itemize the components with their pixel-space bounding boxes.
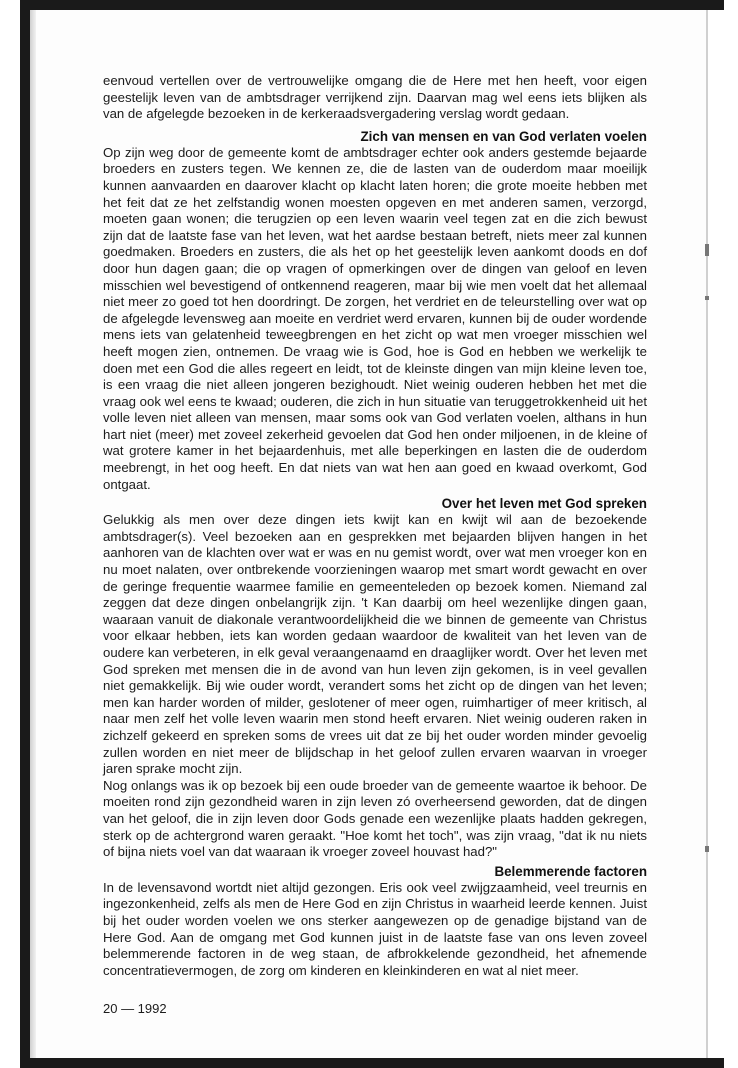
body-paragraph: Gelukkig als men over deze dingen iets kwijt kan en kwijt wil aan de bezoekende ambtsdrager(s). Veel bezoeken aan en gesprekken met bejaarden blijven hangen in het aanhoren van de klachten over wat er was en nu gemist wordt, over wat men vroeger kon en nu moet nalaten, over ontbrekende voorzieningen waarop met smart wordt gewacht en over de geringe frequentie waarmee familie en gemeenteleden op bezoek komen. Niemand zal zeggen dat deze dingen onbelangrijk zijn. 't Kan daarbij om heel wezenlijke dingen gaan, waaraan vanuit de diakonale verantwoordelijkheid die we binnen de gemeente van Christus voor elkaar hebben, iets kan worden gedaan waardoor de kwaliteit van het leven van de oudere kan verbeteren, in elk geval veraangenaamd en draaglijker wordt. Over het leven met God spreken met mensen die in de avond van hun leven zijn gekomen, is in veel gevallen niet gemakkelijk. Bij wie ouder wordt, verandert soms het zicht op de dingen van het leven; men kan harder worden of milder, geslotener of meer ogen, ruimhartiger of meer kritisch, al naar men zelf het volle leven waarin men stond heeft ervaren. Niet weinig ouderen raken in zichzelf gekeerd en spreken soms de vrees uit dat ze bij het ouder worden minder gevoelig zullen worden en niet meer de blijdschap in het geloof zullen ervaren waarvan in vroeger jaren sprake mocht zijn.	[103, 512, 647, 777]
scan-mark	[705, 296, 709, 300]
body-paragraph: Op zijn weg door de gemeente komt de ambtsdrager echter ook anders gestemde bejaarde broeders en zusters tegen. We kennen ze, die de lasten van de ouderdom maar moeilijk kunnen aanvaarden en daarover klacht op klacht laten horen; die grote moeite hebben met het feit dat ze het zelfstandig wonen moesten opgeven en met anderen samen, verzorgd, moeten gaan wonen; die terugzien op een leven waarin veel tegen zat en die zich bewust zijn dat de laatste fase van het leven, wat het aardse bestaan betreft, niets meer zal kunnen goedmaken. Broeders en zusters, die als het op het geestelijk leven aankomt doods en dof door hun dagen gaan; die op vragen of opmerkingen over de dingen van geloof en leven misschien wel bevestigend of ontkennend reageren, maar bij wie men voelt dat het allemaal niet meer zo goed tot hen doordringt. De zorgen, het verdriet en de teleurstelling over wat op de afgelegde levensweg aan moeite en verdriet werd ervaren, kunnen bij de ouder wordende mens iets van gelatenheid teweegbrengen en het zicht op wat men vroeger misschien wel heeft mogen zien, ontnemen. De vraag wie is God, hoe is God en hebben we werkelijk te doen met een God die alles regeert en leidt, tot de kleinste dingen van mijn kleine leven toe, is een vraag die niet alleen jongeren bezighoudt. Niet weinig ouderen hebben het met die vraag ook wel eens te kwaad; ouderen, die zich in hun situatie van teruggetrokkenheid uit het volle leven niet alleen van mensen, maar soms ook van God verlaten voelen, althans in hun hart niet (meer) met zoveel zekerheid gevoelen dat God hen onder miljoenen, in de kleine of wat grotere kamer in het bejaardenhuis, met alle beperkingen en lasten die de ouderdom meebrengt, in het oog heeft. En dat niets van wat hen aan goed en kwaad overkomt, God ontgaat.	[103, 144, 647, 492]
scan-mark	[705, 244, 709, 256]
scan-mark	[705, 846, 709, 852]
scan-right-edge	[706, 10, 708, 1060]
article-body	[103, 73, 647, 979]
scan-left-border	[20, 10, 36, 1060]
scan-bottom-border	[20, 1058, 724, 1068]
section-heading: Zich van mensen en van God verlaten voelen	[360, 128, 647, 144]
body-paragraph: Nog onlangs was ik op bezoek bij een oude broeder van de gemeente waartoe ik behoor. De moeiten rond zijn gezondheid waren in zijn leven zó overheersend geworden, dat de dingen van het geloof, die in zijn leven door Gods genade een wezenlijke plaats hadden gekregen, sterk op de achtergrond waren geraakt. "Hoe komt het toch", was zijn vraag, "dat ik nu niets of bijna niets voel van dat waaraan ik vroeger zoveel houvast had?"	[103, 777, 647, 860]
page-footer: 20 — 1992	[103, 1001, 167, 1016]
section-heading: Belemmerende factoren	[494, 863, 647, 879]
section-heading: Over het leven met God spreken	[441, 496, 647, 512]
scan-top-border	[20, 0, 724, 10]
intro-paragraph: eenvoud vertellen over de vertrouwelijke omgang die de Here met hen heeft, voor eigen geestelijk leven van de ambtsdrager verrijkend zijn. Daarvan mag wel eens iets blijken als van de afgelegde bezoeken in de kerkeraadsvergadering verslag wordt gedaan.	[103, 73, 647, 122]
body-paragraph: In de levensavond wortdt niet altijd gezongen. Eris ook veel zwijgzaamheid, veel treurnis en ingezonkenheid, zelfs als men de Here God en zijn Christus in waarheid leerde kennen. Juist bij het ouder worden voelen we ons sterker aangewezen op de genadige bijstand van de Here God. Aan de omgang met God kunnen juist in de laatste fase van ons leven zoveel belemmerende factoren in de weg staan, de afbrokkelende gezondheid, het afnemende concentratievermogen, de zorg om kinderen en kleinkinderen en wat al niet meer.	[103, 879, 647, 978]
